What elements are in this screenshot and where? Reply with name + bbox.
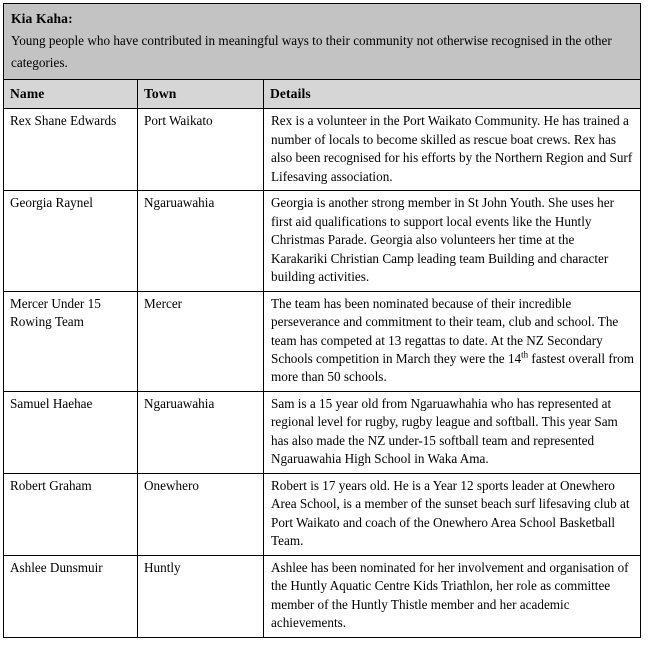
- cell-town: Mercer: [138, 291, 264, 391]
- ordinal-suffix: th: [521, 349, 529, 360]
- table-row: [4, 109, 641, 191]
- cell-name: Georgia Raynel: [4, 191, 138, 291]
- column-header-name: Name: [4, 80, 138, 109]
- table-row: [4, 473, 641, 555]
- cell-details: Sam is a 15 year old from Ngaruawhahia who has represented at regional level for rugby, rugby league and softball. This year Sam has also made the NZ under-15 softball team and represented Ngaruawahia High School in Waka Ama.: [264, 391, 641, 473]
- table-row: [4, 555, 641, 637]
- cell-details: Robert is 17 years old. He is a Year 12 sports leader at Onewhero Area School, is a member of the sunset beach surf lifesaving club at Port Waikato and coach of the Onewhero Area School Basketball Team.: [264, 473, 641, 555]
- cell-details-post: fastest overall from more than 50 schools.: [271, 350, 634, 385]
- cell-town: Ngaruawahia: [138, 391, 264, 473]
- table-row: [4, 291, 641, 391]
- cell-details: Ashlee has been nominated for her involvement and organisation of the Huntly Aquatic Centre Kids Triathlon, her role as committee member of the Huntly Thistle member and her academic achievements.: [264, 555, 641, 637]
- column-header-row: [4, 80, 641, 109]
- column-header-town: Town: [138, 80, 264, 109]
- cell-town: Onewhero: [138, 473, 264, 555]
- cell-details: [264, 291, 641, 391]
- cell-name: Ashlee Dunsmuir: [4, 555, 138, 637]
- banner-row: [4, 4, 641, 80]
- cell-town: Ngaruawahia: [138, 191, 264, 291]
- cell-details: Georgia is another strong member in St John Youth. She uses her first aid qualifications to support local events like the Huntly Christmas Parade. Georgia also volunteers her time at the Karakariki Christian Camp leading team Building and character building activities.: [264, 191, 641, 291]
- category-banner: [4, 4, 641, 80]
- category-title: Kia Kaha:: [11, 11, 73, 26]
- column-header-details: Details: [264, 80, 641, 109]
- cell-name: Samuel Haehae: [4, 391, 138, 473]
- kia-kaha-awards-table: [3, 3, 641, 638]
- cell-details-pre: The team has been nominated because of their incredible perseverance and commitment to their team, club and school. The team has competed at 13 regattas to date. At the NZ Secondary Schools competition in March they were the 14: [271, 295, 619, 366]
- cell-name: Mercer Under 15 Rowing Team: [4, 291, 138, 391]
- cell-name: Rex Shane Edwards: [4, 109, 138, 191]
- table-row: [4, 191, 641, 291]
- cell-details: Rex is a volunteer in the Port Waikato Community. He has trained a number of locals to become skilled as rescue boat crews. Rex has also been recognised for his efforts by the Northern Region and Surf Lifesaving association.: [264, 109, 641, 191]
- cell-town: Port Waikato: [138, 109, 264, 191]
- table-row: [4, 391, 641, 473]
- cell-name: Robert Graham: [4, 473, 138, 555]
- category-description: Young people who have contributed in meaningful ways to their community not otherwise recognised in the other categories.: [11, 33, 612, 70]
- cell-town: Huntly: [138, 555, 264, 637]
